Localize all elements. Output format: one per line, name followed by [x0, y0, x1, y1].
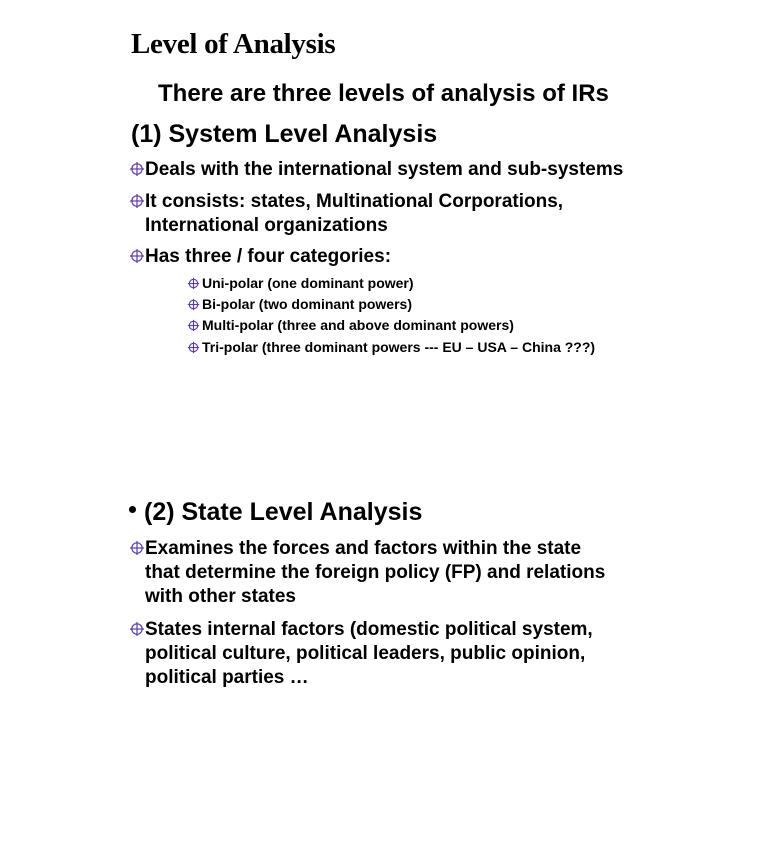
- bullet-item: [129, 190, 563, 238]
- bullet-text-line: with other states: [145, 586, 296, 607]
- bullet-text: Deals with the international system and sub-systems: [145, 159, 624, 180]
- bullet-text-line: that determine the foreign policy (FP) and relations: [145, 562, 606, 583]
- section-heading-state-level: [129, 498, 422, 527]
- bullet-item: [129, 618, 593, 690]
- bullet-text-line: political culture, political leaders, public opinion,: [145, 643, 586, 664]
- crosshair-circle-icon: [129, 161, 145, 177]
- crosshair-circle-icon: [129, 248, 145, 264]
- bullet-text-line: political parties …: [145, 667, 309, 688]
- sub-bullet-text: Tri-polar (three dominant powers --- EU – USA – China ???): [202, 339, 596, 355]
- bullet-text-line: States internal factors (domestic political system,: [145, 619, 593, 640]
- sub-bullet-item: [187, 295, 412, 314]
- section-heading-system-level: (1) System Level Analysis: [131, 120, 438, 148]
- crosshair-circle-icon: [129, 621, 145, 637]
- sub-bullet-item: [187, 338, 595, 357]
- bullet-text-line: International organizations: [145, 215, 388, 236]
- bullet-item: [129, 537, 605, 609]
- sub-bullet-text: Multi-polar (three and above dominant powers): [202, 317, 514, 333]
- page-title: Level of Analysis: [131, 28, 336, 60]
- bullet-dot-icon: [129, 506, 136, 513]
- bullet-text-line: Examines the forces and factors within the state: [145, 538, 582, 559]
- sub-bullet-text: Bi-polar (two dominant powers): [202, 296, 412, 312]
- crosshair-circle-icon: [129, 540, 145, 556]
- bullet-text-line: It consists: states, Multinational Corporations,: [145, 191, 564, 212]
- crosshair-circle-icon: [129, 193, 145, 209]
- bullet-item: [129, 158, 623, 182]
- sub-bullet-item: [187, 274, 414, 293]
- crosshair-circle-icon: [187, 341, 200, 354]
- bullet-text: Has three / four categories:: [145, 246, 392, 267]
- slide-subtitle: There are three levels of analysis of IRs: [158, 80, 609, 107]
- bullet-item: [129, 245, 391, 269]
- sub-bullet-item: [187, 316, 514, 335]
- crosshair-circle-icon: [187, 319, 200, 332]
- crosshair-circle-icon: [187, 298, 200, 311]
- section-heading-text: (2) State Level Analysis: [144, 498, 423, 526]
- sub-bullet-text: Uni-polar (one dominant power): [202, 275, 414, 291]
- crosshair-circle-icon: [187, 277, 200, 290]
